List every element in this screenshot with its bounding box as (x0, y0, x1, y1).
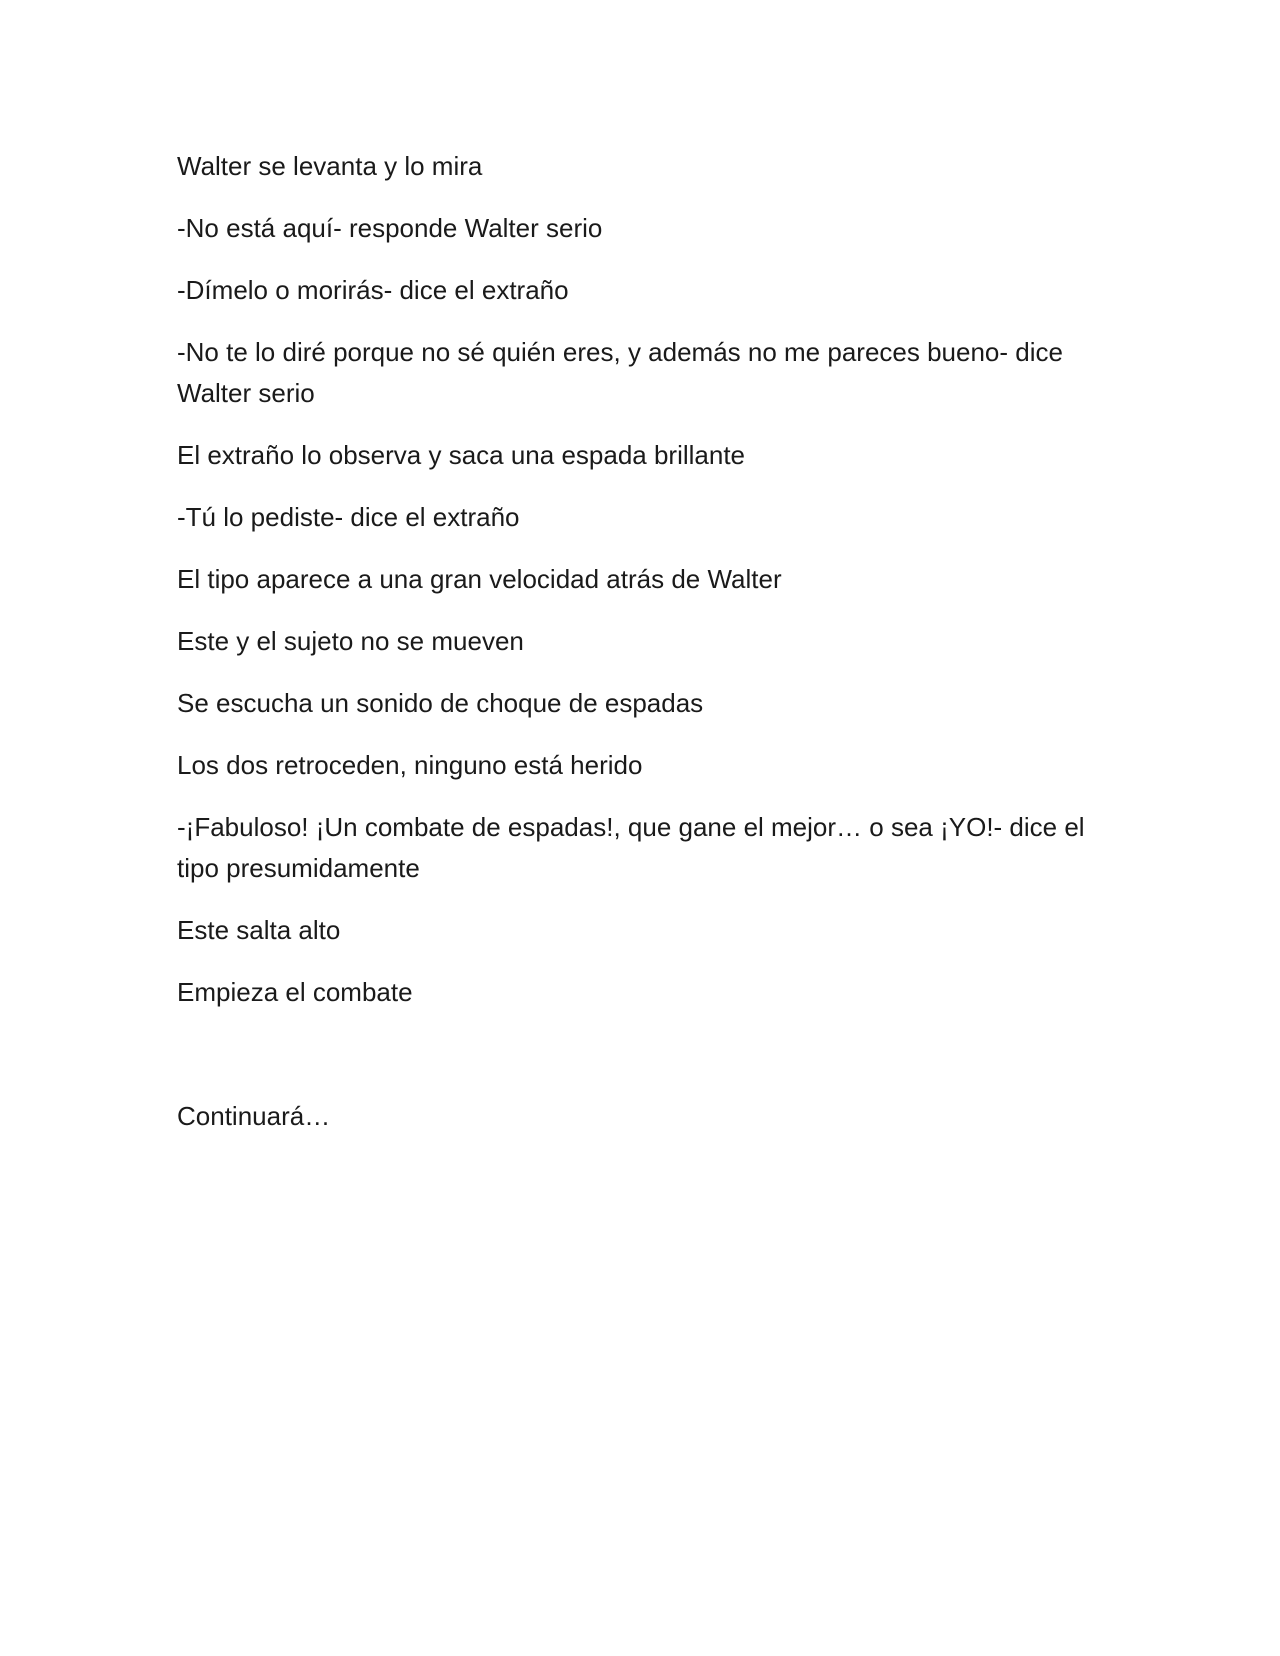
paragraph-3: -Dímelo o morirás- dice el extraño (177, 275, 569, 305)
document-body (177, 146, 1117, 1158)
blank-line (177, 1034, 1117, 1075)
paragraph-8: Este y el sujeto no se mueven (177, 626, 524, 656)
paragraph-6: -Tú lo pediste- dice el extraño (177, 502, 520, 532)
closing-line: Continuará… (177, 1101, 331, 1131)
paragraph-13: Empieza el combate (177, 977, 413, 1007)
paragraph-4: -No te lo diré porque no sé quién eres, y además no me pareces bueno- dice Walter serio (177, 337, 1063, 408)
paragraph-7: El tipo aparece a una gran velocidad atrás de Walter (177, 564, 782, 594)
paragraph-2: -No está aquí- responde Walter serio (177, 213, 603, 243)
paragraph-10: Los dos retroceden, ninguno está herido (177, 750, 643, 780)
paragraph-11: -¡Fabuloso! ¡Un combate de espadas!, que gane el mejor… o sea ¡YO!- dice el tipo presumidamente (177, 812, 1085, 883)
paragraph-9: Se escucha un sonido de choque de espadas (177, 688, 704, 718)
paragraph-1: Walter se levanta y lo mira (177, 151, 483, 181)
paragraph-12: Este salta alto (177, 915, 341, 945)
paragraph-5: El extraño lo observa y saca una espada brillante (177, 440, 746, 470)
